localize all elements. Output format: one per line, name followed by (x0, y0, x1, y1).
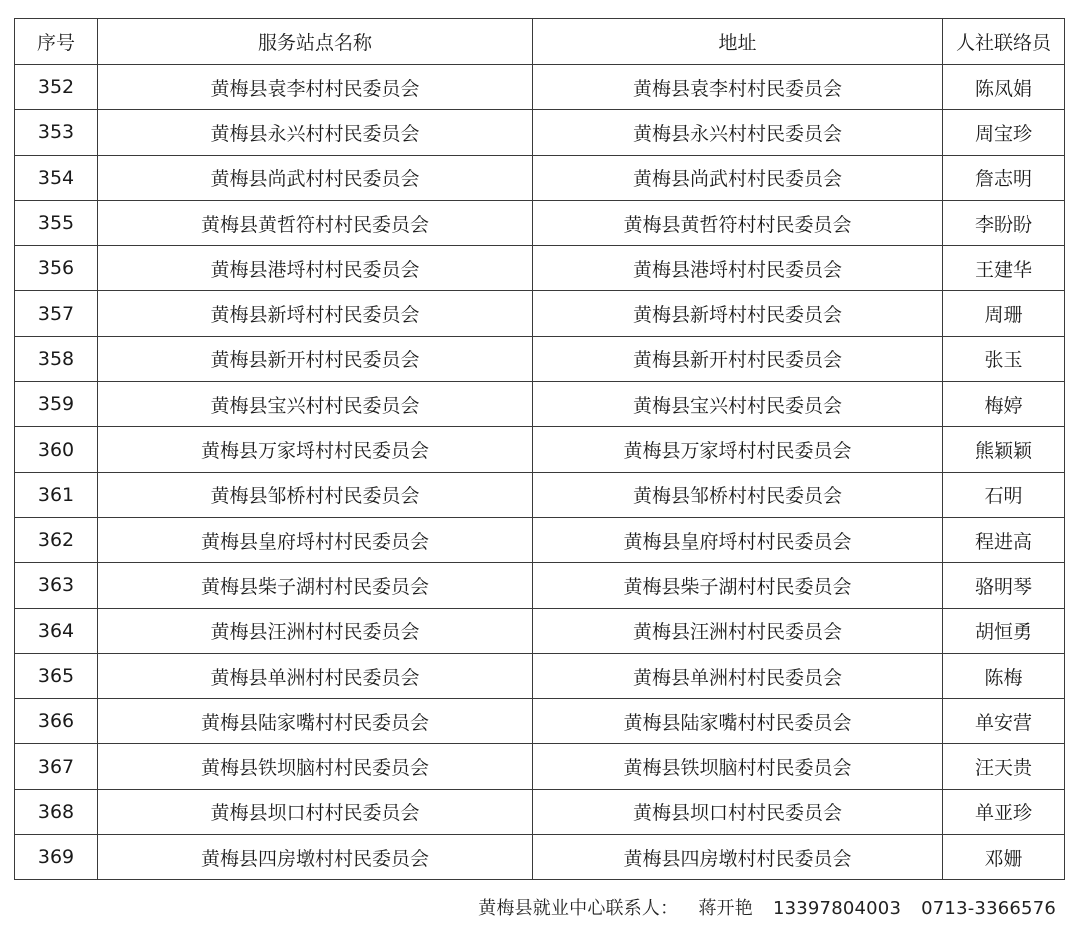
cell-liaison: 周宝珍 (943, 110, 1065, 155)
cell-station-name: 黄梅县坝口村村民委员会 (98, 789, 533, 834)
cell-serial-number: 358 (15, 336, 98, 381)
cell-liaison: 梅婷 (943, 382, 1065, 427)
cell-liaison: 周珊 (943, 291, 1065, 336)
cell-liaison: 程进高 (943, 517, 1065, 562)
table-row (15, 563, 1065, 608)
cell-station-name: 黄梅县邹桥村村民委员会 (98, 472, 533, 517)
cell-station-name: 黄梅县四房墩村村民委员会 (98, 835, 533, 880)
table-row (15, 200, 1065, 245)
cell-serial-number: 359 (15, 382, 98, 427)
cell-address: 黄梅县袁李村村民委员会 (533, 65, 943, 110)
cell-station-name: 黄梅县皇府埒村村民委员会 (98, 517, 533, 562)
cell-address: 黄梅县新开村村民委员会 (533, 336, 943, 381)
cell-liaison: 熊颖颖 (943, 427, 1065, 472)
table-row (15, 155, 1065, 200)
cell-station-name: 黄梅县新开村村民委员会 (98, 336, 533, 381)
cell-station-name: 黄梅县柴子湖村村民委员会 (98, 563, 533, 608)
cell-serial-number: 352 (15, 65, 98, 110)
cell-address: 黄梅县万家埒村村民委员会 (533, 427, 943, 472)
cell-serial-number: 369 (15, 835, 98, 880)
cell-serial-number: 362 (15, 517, 98, 562)
cell-liaison: 石明 (943, 472, 1065, 517)
cell-station-name: 黄梅县单洲村村民委员会 (98, 653, 533, 698)
table-row (15, 336, 1065, 381)
table-row (15, 744, 1065, 789)
cell-address: 黄梅县黄哲符村村民委员会 (533, 200, 943, 245)
cell-liaison: 李盼盼 (943, 200, 1065, 245)
table-row (15, 110, 1065, 155)
cell-serial-number: 360 (15, 427, 98, 472)
table-row (15, 653, 1065, 698)
footer-contact (478, 894, 1056, 920)
cell-station-name: 黄梅县万家埒村村民委员会 (98, 427, 533, 472)
header-serial-number: 序号 (15, 19, 98, 65)
cell-station-name: 黄梅县港埒村村民委员会 (98, 246, 533, 291)
cell-liaison: 单安营 (943, 699, 1065, 744)
cell-liaison: 陈凤娟 (943, 65, 1065, 110)
cell-station-name: 黄梅县铁坝脑村村民委员会 (98, 744, 533, 789)
table-row (15, 835, 1065, 880)
cell-station-name: 黄梅县黄哲符村村民委员会 (98, 200, 533, 245)
cell-liaison: 单亚珍 (943, 789, 1065, 834)
cell-liaison: 邓姗 (943, 835, 1065, 880)
cell-address: 黄梅县新埒村村民委员会 (533, 291, 943, 336)
cell-liaison: 陈梅 (943, 653, 1065, 698)
cell-serial-number: 365 (15, 653, 98, 698)
cell-address: 黄梅县铁坝脑村村民委员会 (533, 744, 943, 789)
contact-table-sheet (14, 18, 1064, 880)
cell-serial-number: 353 (15, 110, 98, 155)
cell-liaison: 詹志明 (943, 155, 1065, 200)
cell-liaison: 汪天贵 (943, 744, 1065, 789)
table-row (15, 65, 1065, 110)
table-row (15, 472, 1065, 517)
cell-serial-number: 368 (15, 789, 98, 834)
table-row (15, 291, 1065, 336)
cell-liaison: 王建华 (943, 246, 1065, 291)
cell-station-name: 黄梅县袁李村村民委员会 (98, 65, 533, 110)
cell-address: 黄梅县单洲村村民委员会 (533, 653, 943, 698)
table-row (15, 517, 1065, 562)
cell-serial-number: 363 (15, 563, 98, 608)
cell-serial-number: 355 (15, 200, 98, 245)
table-row (15, 789, 1065, 834)
table-row (15, 427, 1065, 472)
cell-station-name: 黄梅县宝兴村村民委员会 (98, 382, 533, 427)
cell-address: 黄梅县宝兴村村民委员会 (533, 382, 943, 427)
table-row (15, 382, 1065, 427)
cell-address: 黄梅县柴子湖村村民委员会 (533, 563, 943, 608)
cell-serial-number: 361 (15, 472, 98, 517)
cell-serial-number: 357 (15, 291, 98, 336)
cell-liaison: 张玉 (943, 336, 1065, 381)
header-liaison: 人社联络员 (943, 19, 1065, 65)
table-header-row (15, 19, 1065, 65)
cell-address: 黄梅县永兴村村民委员会 (533, 110, 943, 155)
header-station-name: 服务站点名称 (98, 19, 533, 65)
table-row (15, 699, 1065, 744)
cell-station-name: 黄梅县汪洲村村民委员会 (98, 608, 533, 653)
cell-station-name: 黄梅县永兴村村民委员会 (98, 110, 533, 155)
cell-liaison: 骆明琴 (943, 563, 1065, 608)
cell-address: 黄梅县皇府埒村村民委员会 (533, 517, 943, 562)
cell-station-name: 黄梅县尚武村村民委员会 (98, 155, 533, 200)
cell-liaison: 胡恒勇 (943, 608, 1065, 653)
header-address: 地址 (533, 19, 943, 65)
cell-address: 黄梅县尚武村村民委员会 (533, 155, 943, 200)
cell-address: 黄梅县坝口村村民委员会 (533, 789, 943, 834)
cell-serial-number: 367 (15, 744, 98, 789)
table-row (15, 246, 1065, 291)
service-station-table (14, 18, 1065, 880)
cell-address: 黄梅县汪洲村村民委员会 (533, 608, 943, 653)
cell-station-name: 黄梅县新埒村村民委员会 (98, 291, 533, 336)
cell-serial-number: 366 (15, 699, 98, 744)
cell-station-name: 黄梅县陆家嘴村村民委员会 (98, 699, 533, 744)
table-body (15, 65, 1065, 880)
footer-label: 黄梅县就业中心联系人： (478, 898, 679, 919)
cell-address: 黄梅县邹桥村村民委员会 (533, 472, 943, 517)
cell-serial-number: 364 (15, 608, 98, 653)
table-row (15, 608, 1065, 653)
cell-serial-number: 356 (15, 246, 98, 291)
cell-address: 黄梅县港埒村村民委员会 (533, 246, 943, 291)
cell-serial-number: 354 (15, 155, 98, 200)
footer-person: 蒋开艳 (698, 898, 753, 919)
cell-address: 黄梅县陆家嘴村村民委员会 (533, 699, 943, 744)
cell-address: 黄梅县四房墩村村民委员会 (533, 835, 943, 880)
footer-mobile: 13397804003 (772, 898, 902, 919)
footer-phone: 0713-3366576 (921, 898, 1056, 919)
